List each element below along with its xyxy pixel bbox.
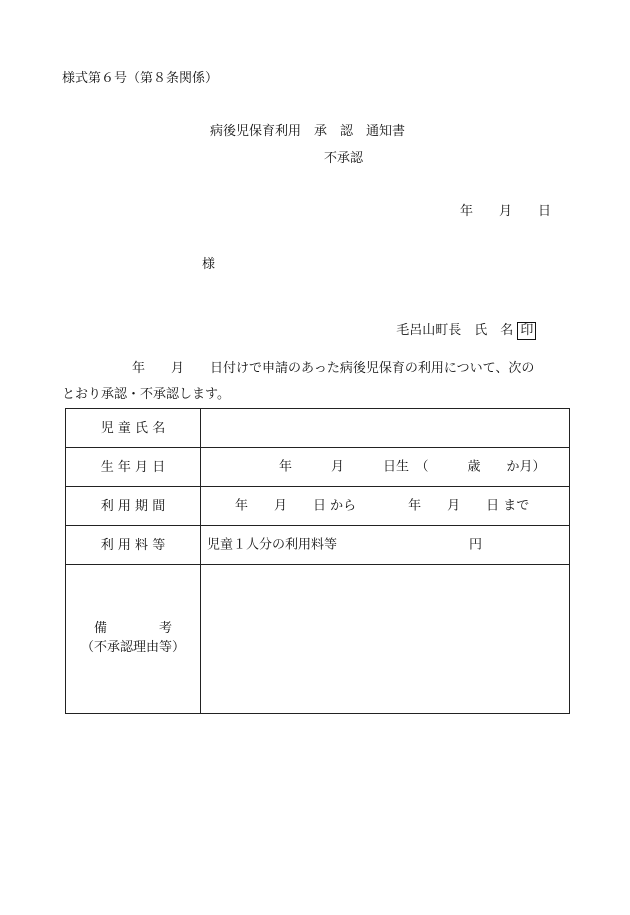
fee-description: 児童１人分の利用料等 [207,537,338,553]
issue-date: 年 月 日 [460,204,552,219]
table-row [66,448,570,487]
usage-period-value[interactable]: 年 月 日 から 年 月 日 まで [201,487,570,526]
table-row [66,487,570,526]
sender [388,309,536,340]
birthdate-label: 生 年 月 日 [66,448,201,487]
remarks-label [66,565,201,714]
remarks-label-line2: （不承認理由等） [80,640,185,655]
body-text-line2: とおり承認・不承認します。 [62,387,230,402]
table-row [66,565,570,714]
table-row [66,526,570,565]
fee-unit: 円 [469,537,483,553]
sender-name: 毛呂山町長 氏 名 [396,323,514,338]
fee-value[interactable] [201,526,570,565]
document-title-alt: 不承認 [324,151,364,166]
remarks-label-line1: 備 考 [93,621,172,637]
child-name-label: 児 童 氏 名 [66,409,201,448]
fee-label: 利 用 料 等 [66,526,201,565]
table-row [66,409,570,448]
child-name-value[interactable] [201,409,570,448]
usage-period-label: 利 用 期 間 [66,487,201,526]
seal-mark: 印 [517,322,536,340]
remarks-value[interactable] [201,565,570,714]
form-number: 様式第６号（第８条関係） [62,71,219,86]
recipient-suffix: 様 [202,257,216,272]
birthdate-value[interactable]: 年 月 日生 （ 歳 か月） [201,448,570,487]
body-text-line1: 年 月 日付けで申請のあった病後児保育の利用について、次の [132,361,535,376]
info-table [65,408,570,714]
document-title: 病後児保育利用 承 認 通知書 [210,124,406,139]
